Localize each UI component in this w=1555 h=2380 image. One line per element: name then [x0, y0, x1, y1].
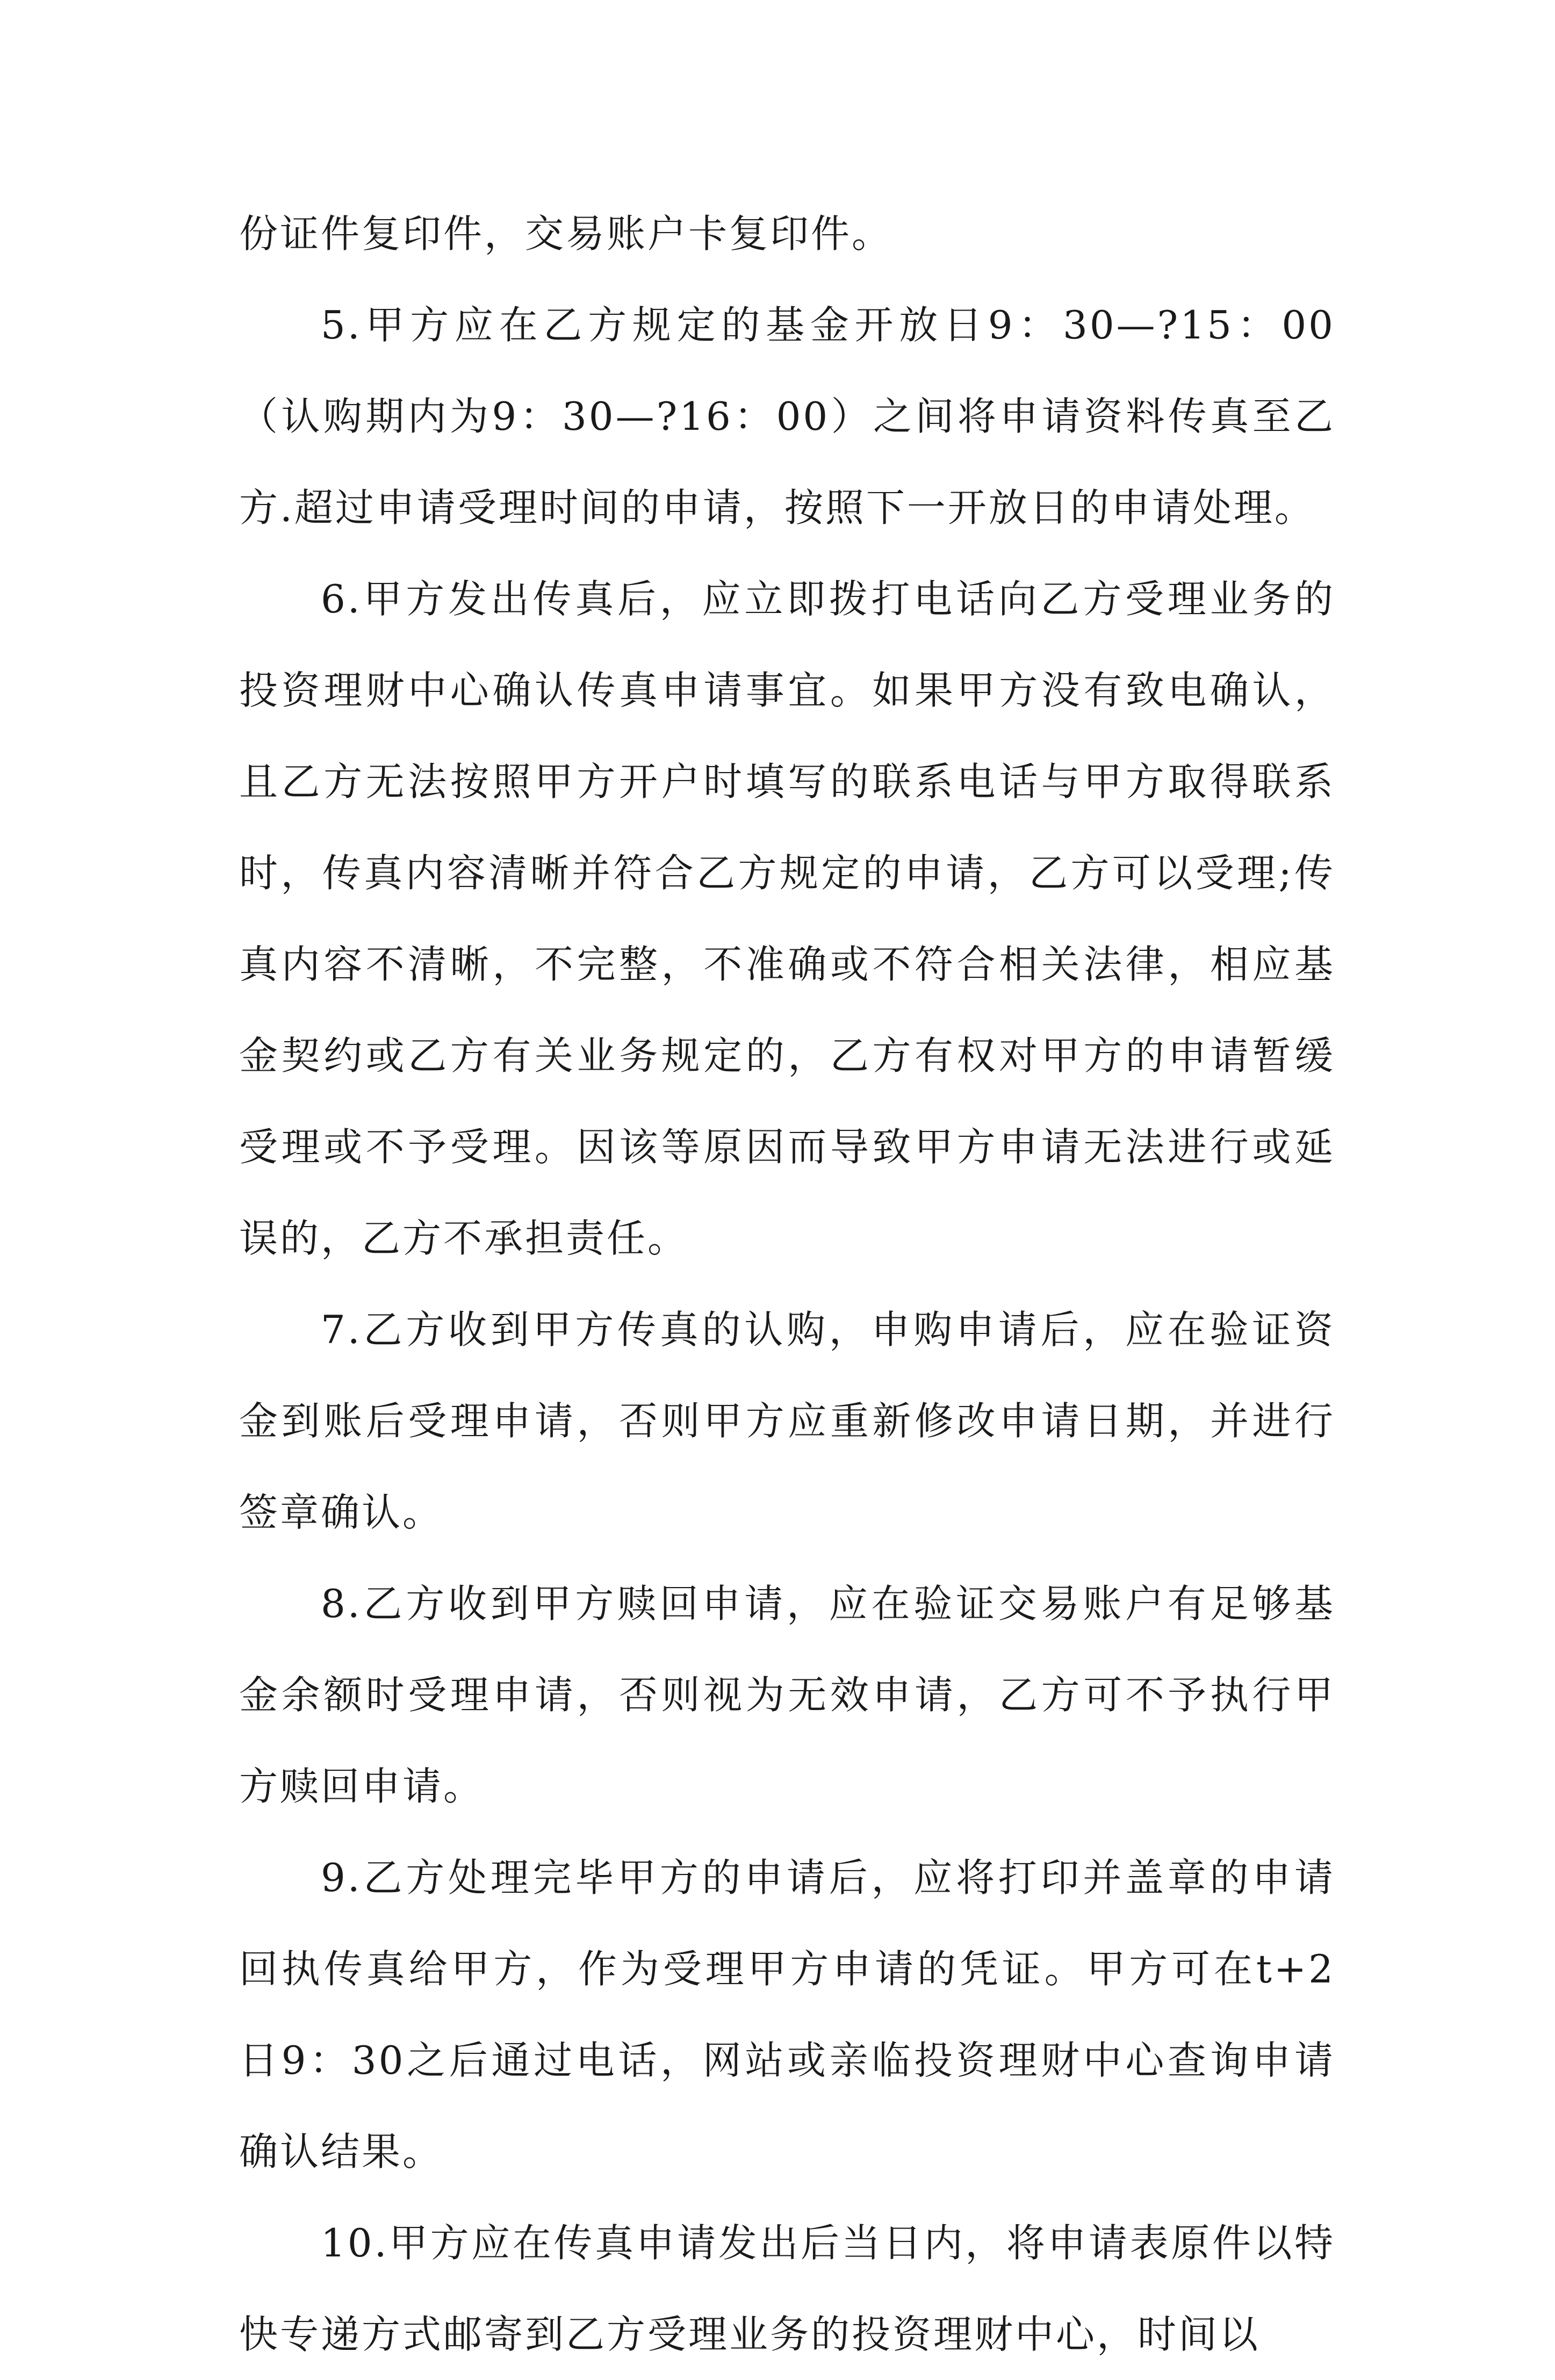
- paragraph-continuation: 份证件复印件，交易账户卡复印件。: [239, 211, 893, 256]
- document-body: [239, 188, 1335, 2380]
- paragraph-item-9: 9.乙方处理完毕甲方的申请后，应将打印并盖章的申请回执传真给甲方，作为受理甲方申请的凭证。甲方可在t+2日9：30之后通过电话，网站或亲临投资理财中心查询申请确认结果。: [239, 1855, 1335, 2174]
- paragraph-item-8: 8.乙方收到甲方赎回申请，应在验证交易账户有足够基金余额时受理申请，否则视为无效申请，乙方可不予执行甲方赎回申请。: [239, 1581, 1335, 1809]
- paragraph-item-10: 10.甲方应在传真申请发出后当日内，将申请表原件以特快专递方式邮寄到乙方受理业务的投资理财中心，时间以: [239, 2220, 1335, 2357]
- paragraph-item-5: 5.甲方应在乙方规定的基金开放日9：30—?15：00（认购期内为9：30—?16：00）之间将申请资料传真至乙方.超过申请受理时间的申请，按照下一开放日的申请处理。: [239, 302, 1335, 530]
- paragraph-item-7: 7.乙方收到甲方传真的认购，申购申请后，应在验证资金到账后受理申请，否则甲方应重新修改申请日期，并进行签章确认。: [239, 1307, 1335, 1535]
- paragraph-item-6: 6.甲方发出传真后，应立即拨打电话向乙方受理业务的投资理财中心确认传真申请事宜。如果甲方没有致电确认，且乙方无法按照甲方开户时填写的联系电话与甲方取得联系时，传真内容清晰并符合乙方规定的申请，乙方可以受理;传真内容不清晰，不完整，不准确或不符合相关法律，相应基金契约或乙方有关业务规定的，乙方有权对甲方的申请暂缓受理或不予受理。因该等原因而导致甲方申请无法进行或延误的，乙方不承担责任。: [239, 576, 1335, 1261]
